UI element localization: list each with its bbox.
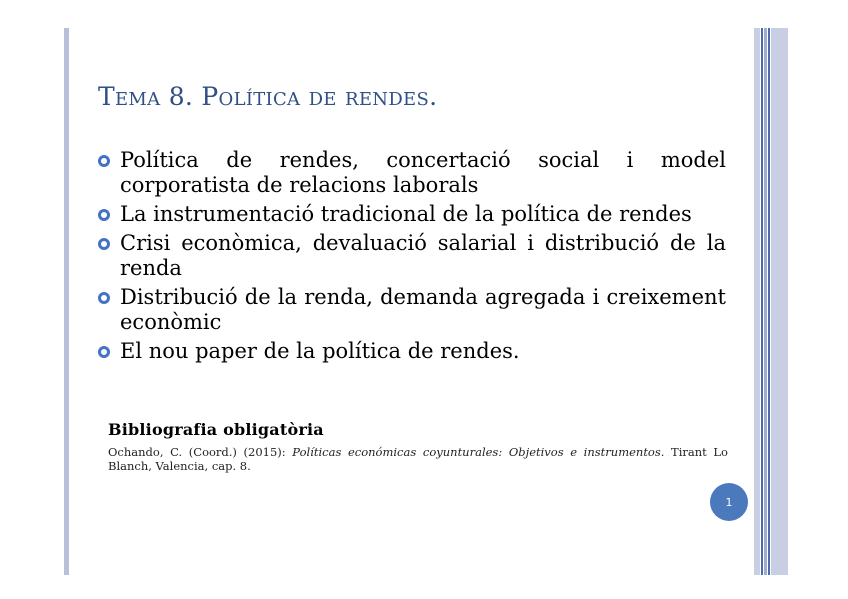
reference-author: Ochando, C. (Coord.) (2015):: [108, 445, 293, 459]
bullet-circle-icon: [98, 346, 110, 358]
reference-publisher: . Tirant Lo Blanch, Valencia, cap. 8.: [108, 445, 728, 473]
bullet-circle-icon: [98, 238, 110, 250]
bibliography-section: [108, 420, 728, 473]
left-border-bar: [64, 28, 69, 575]
bullet-text: Política de rendes, concertació social i model corporatista de relacions laborals: [120, 148, 726, 197]
bullet-item: [96, 231, 726, 281]
page-number-badge: [710, 483, 748, 521]
right-border-stripes: [754, 28, 788, 575]
bullet-item: [96, 339, 726, 364]
bullet-circle-icon: [98, 155, 110, 167]
bullet-circle-icon: [98, 209, 110, 221]
page-number: 1: [725, 495, 733, 509]
bullet-text: Crisi econòmica, devaluació salarial i distribució de la renda: [120, 231, 726, 280]
bullet-item: [96, 202, 726, 227]
bullet-text: La instrumentació tradicional de la política de rendes: [120, 202, 692, 226]
reference-work-title: Políticas económicas coyunturales: Objetivos e instrumentos: [292, 445, 661, 459]
bullet-text: El nou paper de la política de rendes.: [120, 339, 520, 363]
bibliography-heading: Bibliografia obligatòria: [108, 420, 324, 439]
bullet-item: [96, 285, 726, 335]
bullet-circle-icon: [98, 292, 110, 304]
bullet-text: Distribució de la renda, demanda agregada i creixement econòmic: [120, 285, 726, 334]
bullet-list: [96, 148, 726, 368]
slide-title: Tema 8. Política de rendes.: [98, 82, 438, 111]
bibliography-reference: [108, 445, 728, 473]
bullet-item: [96, 148, 726, 198]
